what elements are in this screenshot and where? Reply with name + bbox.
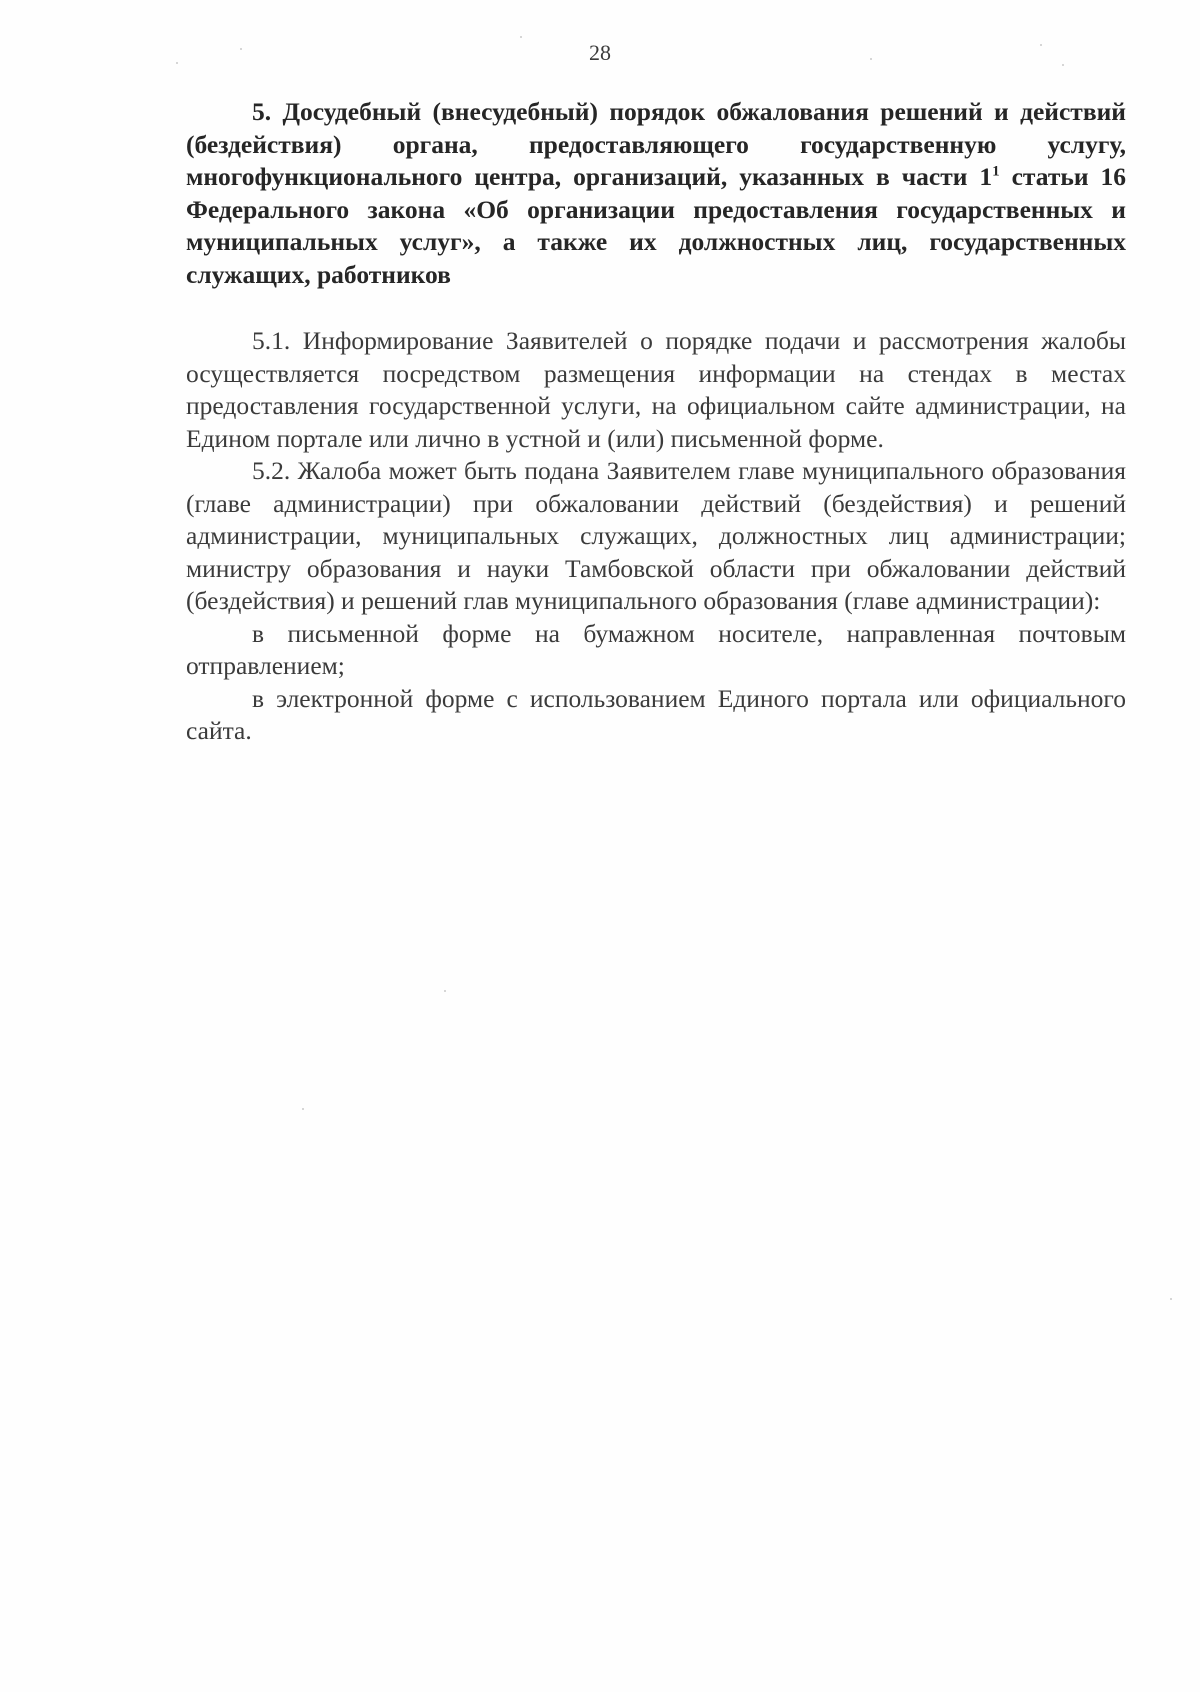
scan-speck xyxy=(520,36,522,38)
scan-speck xyxy=(302,1108,304,1110)
paragraph-5-1: 5.1. Информирование Заявителей о порядке подачи и рассмотрения жалобы осуществляется посредством размещения информации на стендах в местах предоставления государственной услуги, на официальном сайте администрации, на Едином портале или лично в устной и (или) письменной форме. xyxy=(186,326,1126,453)
document-body xyxy=(186,96,1126,748)
section-heading xyxy=(186,96,1126,291)
scan-speck xyxy=(1170,1298,1172,1300)
paragraph-electronic-form: в электронной форме с использованием Единого портала или официального сайта. xyxy=(186,683,1126,745)
paragraph-written-form: в письменной форме на бумажном носителе, направленная почтовым отправлением; xyxy=(186,618,1126,680)
page-number: 28 xyxy=(589,40,611,65)
paragraph-5-2: 5.2. Жалоба может быть подана Заявителем главе муниципального образования (главе администрации) при обжаловании действий (бездействия) и решений администрации, муниципальных служащих, должностных лиц администрации; министру образования и науки Тамбовской области при обжаловании действий (бездействия) и решений глав муниципального образования (главе администрации): xyxy=(186,456,1126,615)
section-heading-text-continued: статьи 16 Федерального закона «Об организации предоставления государственных и муниципальных услуг», а также их должностных лиц, государственных служащих, работников xyxy=(186,162,1126,289)
section-heading-text: 5. Досудебный (внесудебный) порядок обжалования решений и действий (бездействия) органа, предоставляющего государственную услугу, многофункционального центра, организаций, указанных в части 1 xyxy=(186,97,1126,191)
section-spacer xyxy=(186,291,1126,325)
scan-speck xyxy=(444,990,446,992)
section-heading-superscript: 1 xyxy=(992,163,1000,180)
